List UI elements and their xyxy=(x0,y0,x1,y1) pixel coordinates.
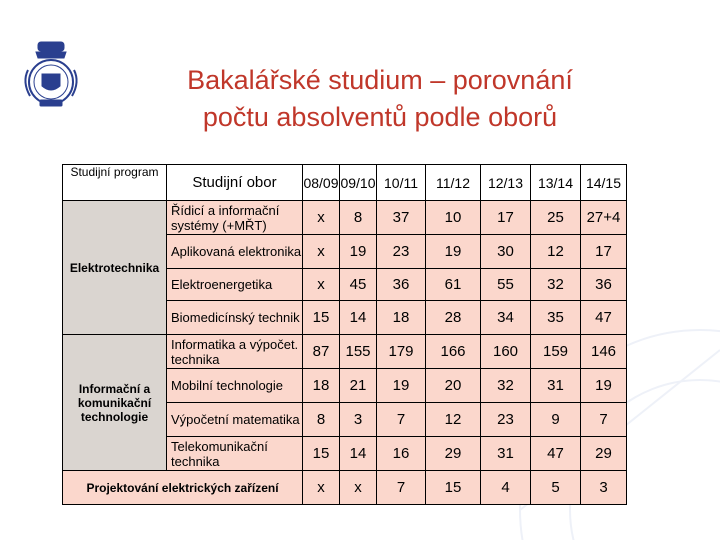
value-cell: 61 xyxy=(426,269,481,301)
value-cell: 179 xyxy=(377,335,426,369)
value-cell: 34 xyxy=(481,301,531,335)
value-cell: 17 xyxy=(581,235,627,269)
value-cell: 7 xyxy=(581,403,627,437)
value-cell: 28 xyxy=(426,301,481,335)
value-cell: 12 xyxy=(426,403,481,437)
value-cell: 19 xyxy=(581,369,627,403)
value-cell: 21 xyxy=(340,369,377,403)
value-cell: 37 xyxy=(377,201,426,235)
value-cell: 87 xyxy=(303,335,340,369)
obor-cell: Mobilní technologie xyxy=(167,369,303,403)
value-cell: 5 xyxy=(531,471,581,505)
graduates-table xyxy=(62,164,627,505)
value-cell: 159 xyxy=(531,335,581,369)
header-year: 10/11 xyxy=(377,165,426,201)
obor-cell: Řídicí a informační systémy (+MŘT) xyxy=(167,201,303,235)
table-row xyxy=(63,335,627,369)
value-cell: 15 xyxy=(426,471,481,505)
obor-cell: Informatika a výpočet. technika xyxy=(167,335,303,369)
value-cell: 35 xyxy=(531,301,581,335)
page-title xyxy=(100,62,660,136)
value-cell: 15 xyxy=(303,437,340,471)
value-cell: 7 xyxy=(377,403,426,437)
value-cell: 31 xyxy=(481,437,531,471)
value-cell: 155 xyxy=(340,335,377,369)
value-cell: 166 xyxy=(426,335,481,369)
value-cell: x xyxy=(340,471,377,505)
value-cell: 16 xyxy=(377,437,426,471)
value-cell: 55 xyxy=(481,269,531,301)
value-cell: 27+4 xyxy=(581,201,627,235)
value-cell: 30 xyxy=(481,235,531,269)
header-year: 14/15 xyxy=(581,165,627,201)
value-cell: 18 xyxy=(303,369,340,403)
header-year: 13/14 xyxy=(531,165,581,201)
value-cell: 45 xyxy=(340,269,377,301)
program-ikt: Informační a komunikační technologie xyxy=(63,335,167,471)
header-year: 08/09 xyxy=(303,165,340,201)
value-cell: x xyxy=(303,201,340,235)
value-cell: 36 xyxy=(377,269,426,301)
value-cell: 20 xyxy=(426,369,481,403)
value-cell: 160 xyxy=(481,335,531,369)
value-cell: x xyxy=(303,269,340,301)
obor-cell: Výpočetní matematika xyxy=(167,403,303,437)
value-cell: 3 xyxy=(581,471,627,505)
value-cell: 32 xyxy=(481,369,531,403)
value-cell: 3 xyxy=(340,403,377,437)
header-program: Studijní program xyxy=(63,165,167,201)
value-cell: 18 xyxy=(377,301,426,335)
value-cell: 47 xyxy=(581,301,627,335)
value-cell: 23 xyxy=(377,235,426,269)
header-year: 12/13 xyxy=(481,165,531,201)
value-cell: 4 xyxy=(481,471,531,505)
university-crest-icon xyxy=(18,40,84,110)
value-cell: 32 xyxy=(531,269,581,301)
value-cell: 19 xyxy=(377,369,426,403)
title-line-1: Bakalářské studium – porovnání xyxy=(187,65,573,95)
value-cell: 15 xyxy=(303,301,340,335)
value-cell: 12 xyxy=(531,235,581,269)
value-cell: 9 xyxy=(531,403,581,437)
value-cell: 47 xyxy=(531,437,581,471)
title-line-2: počtu absolventů podle oborů xyxy=(202,102,558,132)
table-footer-row xyxy=(63,471,627,505)
value-cell: 29 xyxy=(581,437,627,471)
value-cell: 31 xyxy=(531,369,581,403)
value-cell: 7 xyxy=(377,471,426,505)
header-year: 09/10 xyxy=(340,165,377,201)
value-cell: 36 xyxy=(581,269,627,301)
value-cell: 23 xyxy=(481,403,531,437)
value-cell: 19 xyxy=(426,235,481,269)
value-cell: 8 xyxy=(303,403,340,437)
obor-cell: Telekomunikační technika xyxy=(167,437,303,471)
obor-cell: Elektroenergetika xyxy=(167,269,303,301)
value-cell: 14 xyxy=(340,437,377,471)
value-cell: x xyxy=(303,471,340,505)
header-obor: Studijní obor xyxy=(167,165,303,201)
footer-label: Projektování elektrických zařízení xyxy=(63,471,303,505)
program-elektrotechnika: Elektrotechnika xyxy=(63,201,167,335)
value-cell: 25 xyxy=(531,201,581,235)
value-cell: 10 xyxy=(426,201,481,235)
value-cell: 14 xyxy=(340,301,377,335)
value-cell: 29 xyxy=(426,437,481,471)
obor-cell: Biomedicínský technik xyxy=(167,301,303,335)
value-cell: 17 xyxy=(481,201,531,235)
table-row xyxy=(63,201,627,235)
value-cell: 8 xyxy=(340,201,377,235)
header-year: 11/12 xyxy=(426,165,481,201)
obor-cell: Aplikovaná elektronika xyxy=(167,235,303,269)
table-header-row xyxy=(63,165,627,201)
value-cell: 19 xyxy=(340,235,377,269)
value-cell: x xyxy=(303,235,340,269)
value-cell: 146 xyxy=(581,335,627,369)
